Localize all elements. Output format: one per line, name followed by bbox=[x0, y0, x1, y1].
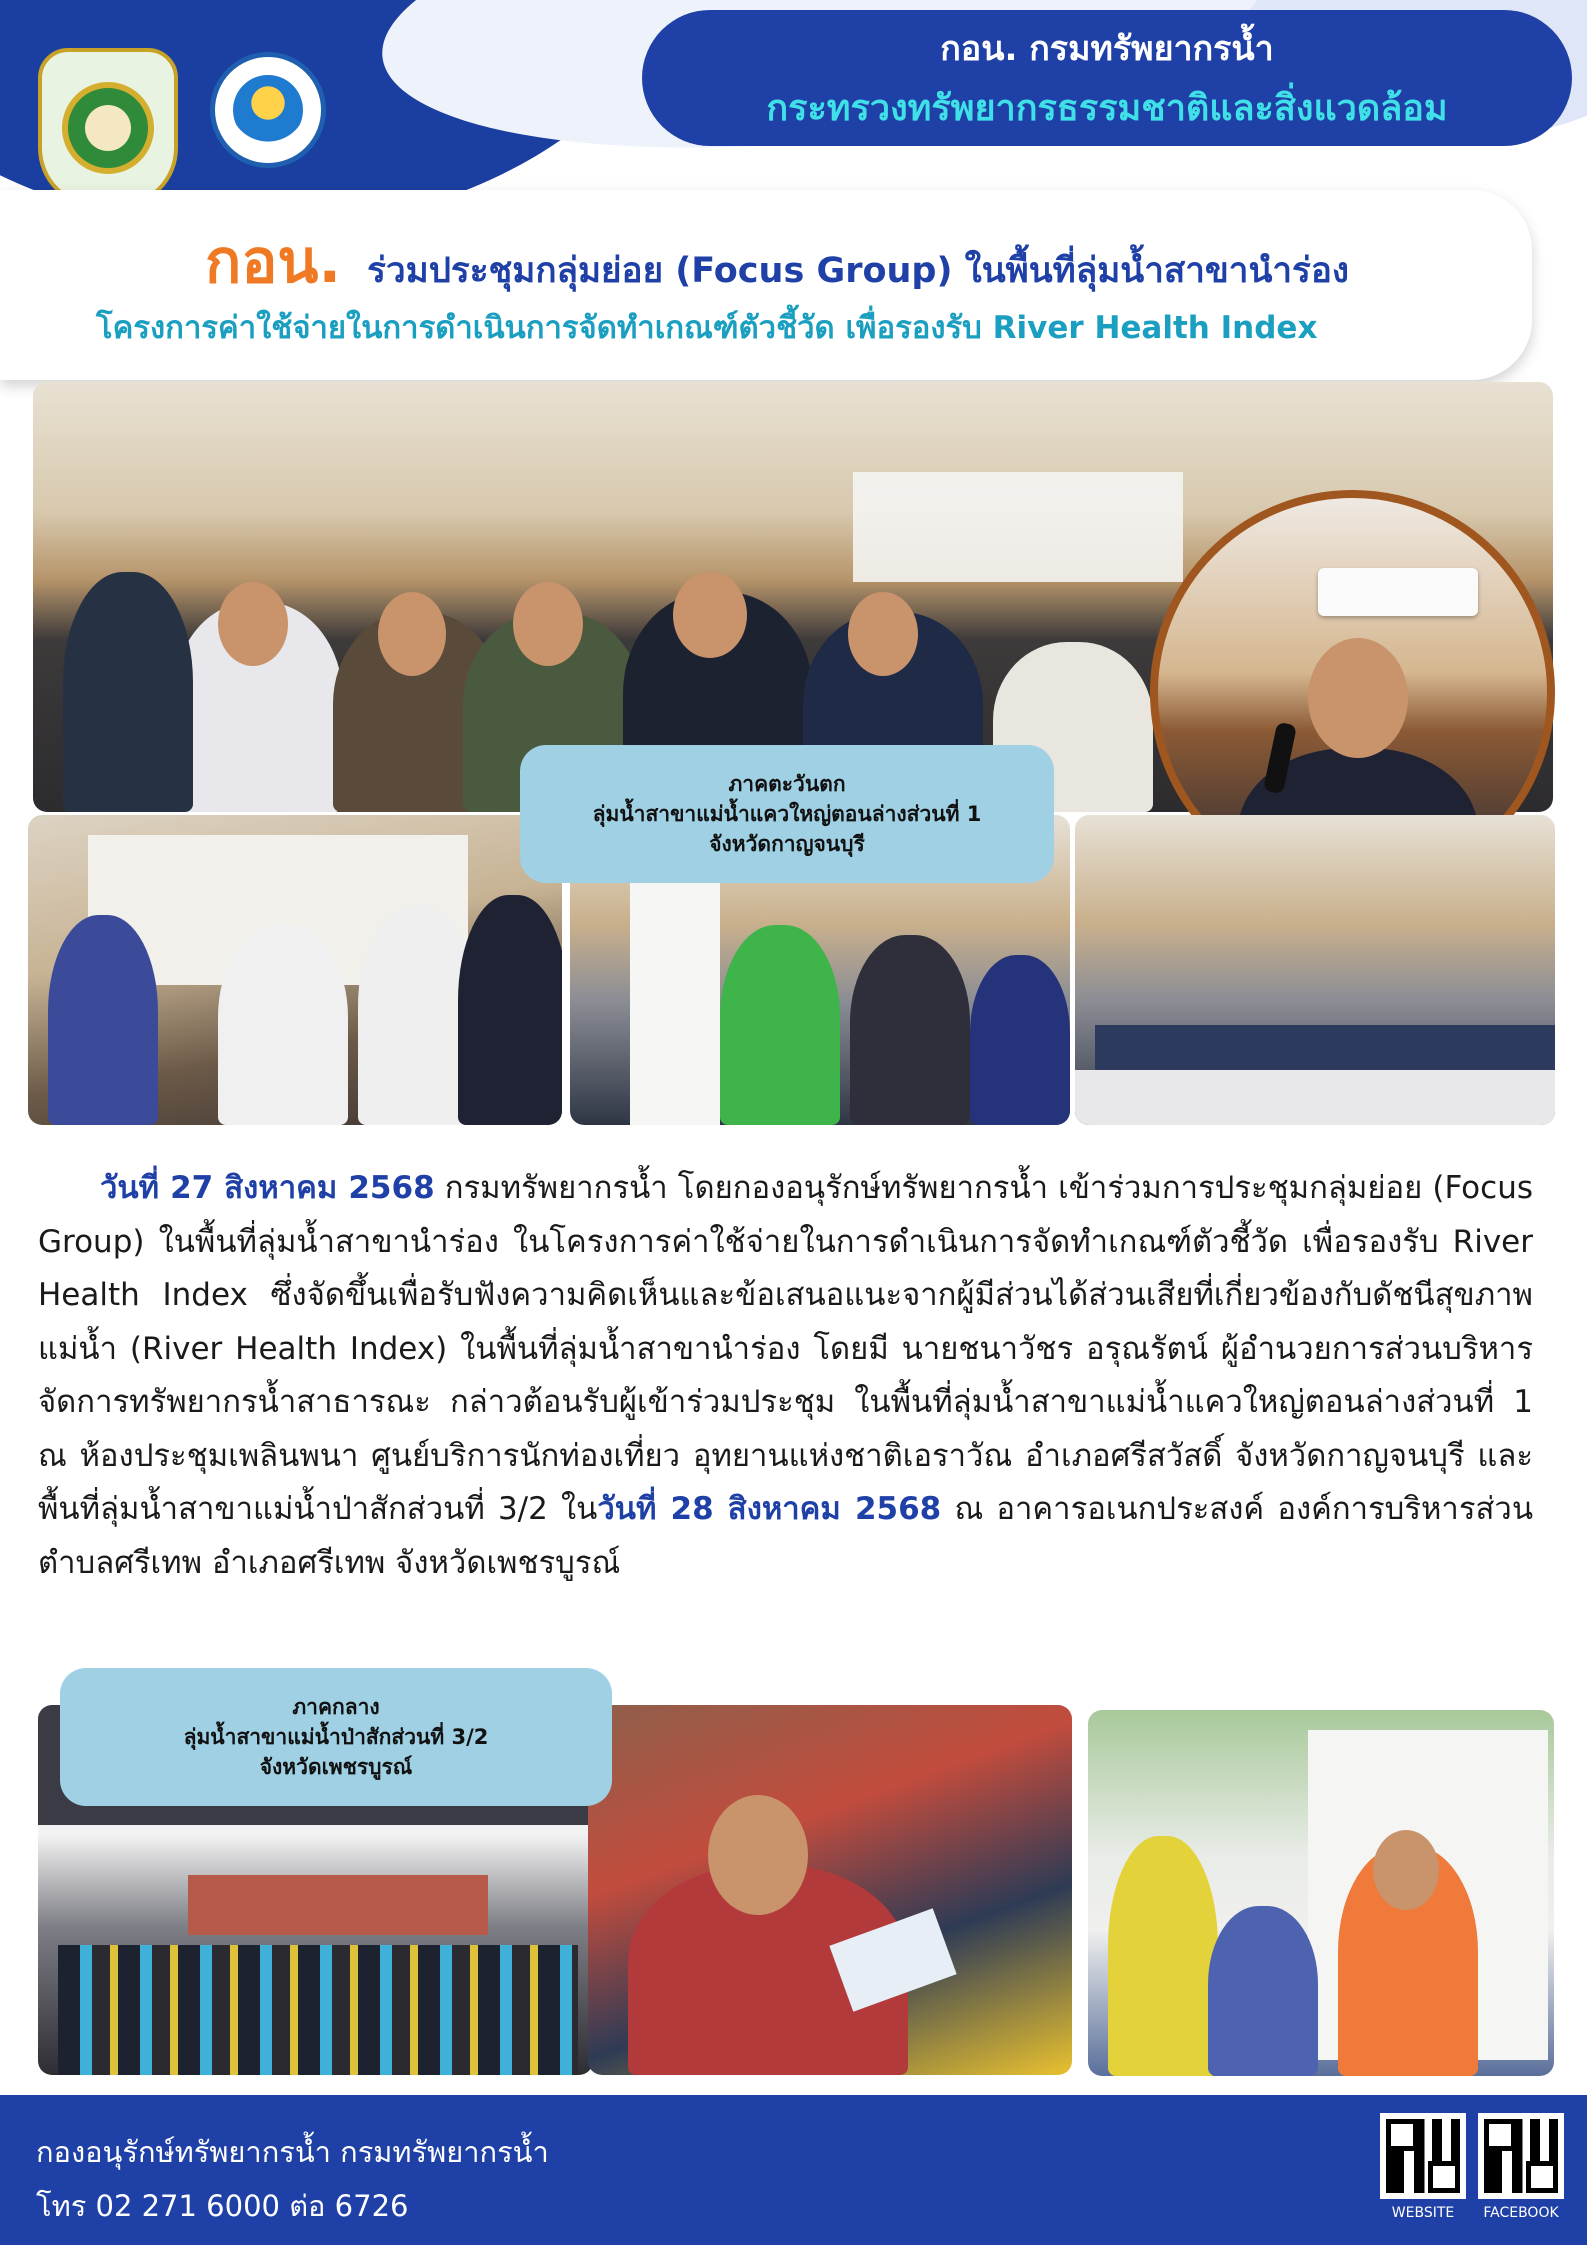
website-qr-code-icon[interactable] bbox=[1380, 2113, 1466, 2199]
website-qr-label: WEBSITE bbox=[1391, 2205, 1455, 2221]
caption-central-region bbox=[60, 1668, 612, 1806]
photo-conference-table bbox=[1075, 815, 1555, 1125]
date-highlight: วันที่ 27 สิงหาคม 2568 bbox=[100, 1170, 435, 1206]
headline bbox=[205, 214, 1349, 297]
headline-subtitle: โครงการค่าใช้จ่ายในการดำเนินการจัดทำเกณฑ์ตัวชี้วัด เพื่อรองรับ River Health Index bbox=[96, 310, 1318, 346]
caption-province: จังหวัดกาญจนบุรี bbox=[709, 832, 865, 856]
ministry-name: กระทรวงทรัพยากรธรรมชาติและสิ่งแวดล้อม bbox=[766, 87, 1448, 129]
caption-basin: ลุ่มน้ำสาขาแม่น้ำแควใหญ่ตอนล่างส่วนที่ 1 bbox=[592, 802, 982, 826]
person-head bbox=[513, 582, 583, 666]
article-paragraph: กรมทรัพยากรน้ำ โดยกองอนุรักษ์ทรัพยากรน้ำ เข้าร่วมการประชุมกลุ่มย่อย (Focus Group) ในพื้นที่ลุ่มน้ำสาขานำร่อง ในโครงการค่าใช้จ่ายในการดำเนินการจัดทำเกณฑ์ตัวชี้วัด เพื่อรองรับ River Health Index ซึ่งจัดขึ้นเพื่อรับฟังความคิดเห็นและข้อเสนอแนะจากผู้มีส่วนได้ส่วนเสียที่เกี่ยวข้องกับดัชนีสุขภาพแม่น้ำ (River Health Index) ในพื้นที่ลุ่มน้ำสาขานำร่อง โดยมี นายชนาวัชร อรุณรัตน์ ผู้อำนวยการส่วนบริหารจัดการทรัพยากรน้ำสาธารณะ กล่าวต้อนรับผู้เข้าร่วมประชุม ในพื้นที่ลุ่มน้ำสาขาแม่น้ำแควใหญ่ตอนล่างส่วนที่ 1 ณ ห้องประชุมเพลินพนา ศูนย์บริการนักท่องเที่ยว อุทยานแห่งชาติเอราวัณ อำเภอศรีสวัสดิ์ จังหวัดกาญจนบุรี และพื้นที่ลุ่มน้ำสาขาแม่น้ำป่าสักส่วนที่ 3/2 ใน bbox=[38, 1170, 1533, 1527]
person-head bbox=[378, 592, 446, 676]
caption-region: ภาคตะวันตก bbox=[728, 772, 846, 796]
building bbox=[188, 1875, 488, 1935]
article-body bbox=[38, 1162, 1533, 1590]
person bbox=[850, 935, 970, 1125]
person-head bbox=[708, 1795, 808, 1915]
person bbox=[970, 955, 1070, 1125]
caption-region: ภาคกลาง bbox=[292, 1695, 380, 1719]
article-paragraph: ณ อาคารอเนกประสงค์ องค์การบริหารส่วนตำบลศรีเทพ อำเภอศรีเทพ จังหวัดเพชรบูรณ์ bbox=[38, 1491, 1534, 1581]
caption-west-region bbox=[520, 745, 1054, 883]
table-front bbox=[1075, 1070, 1555, 1125]
photo-writing-on-board bbox=[1088, 1710, 1554, 2076]
headline-short: กอน. bbox=[205, 227, 342, 297]
footer-phone: โทร 02 271 6000 ต่อ 6726 bbox=[36, 2189, 409, 2223]
caption-basin: ลุ่มน้ำสาขาแม่น้ำป่าสักส่วนที่ 3/2 bbox=[183, 1725, 489, 1749]
crowd bbox=[58, 1945, 578, 2075]
footer bbox=[0, 2095, 1587, 2245]
department-of-water-resources-logo-icon bbox=[210, 52, 326, 168]
standing-board bbox=[630, 845, 720, 1125]
person bbox=[63, 572, 193, 812]
person bbox=[1208, 1906, 1318, 2076]
person bbox=[720, 925, 840, 1125]
organization-name: กอน. กรมทรัพยากรน้ำ bbox=[940, 28, 1274, 69]
facebook-qr-code-icon[interactable] bbox=[1478, 2113, 1564, 2199]
speaker-head bbox=[1308, 638, 1408, 758]
person-head bbox=[673, 572, 747, 658]
headline-main: ร่วมประชุมกลุ่มย่อย (Focus Group) ในพื้นที่ลุ่มน้ำสาขานำร่อง bbox=[367, 251, 1349, 291]
person-head bbox=[848, 592, 918, 676]
organization-banner bbox=[642, 10, 1572, 146]
air-conditioner bbox=[1318, 568, 1478, 616]
date-highlight: วันที่ 28 สิงหาคม 2568 bbox=[597, 1491, 942, 1527]
footer-organization: กองอนุรักษ์ทรัพยากรน้ำ กรมทรัพยากรน้ำ bbox=[36, 2135, 549, 2169]
person bbox=[458, 895, 562, 1125]
person-head bbox=[218, 582, 288, 666]
photo-participant-reading bbox=[588, 1705, 1072, 2075]
poster-board bbox=[853, 472, 1183, 582]
person bbox=[218, 925, 348, 1125]
caption-province: จังหวัดเพชรบูรณ์ bbox=[259, 1755, 413, 1779]
facebook-qr-label: FACEBOOK bbox=[1483, 2205, 1559, 2221]
ministry-seal-icon bbox=[38, 48, 178, 208]
person-head bbox=[1373, 1830, 1439, 1910]
person bbox=[1108, 1836, 1218, 2076]
person bbox=[48, 915, 158, 1125]
photo-group-discussion-board bbox=[28, 815, 562, 1125]
